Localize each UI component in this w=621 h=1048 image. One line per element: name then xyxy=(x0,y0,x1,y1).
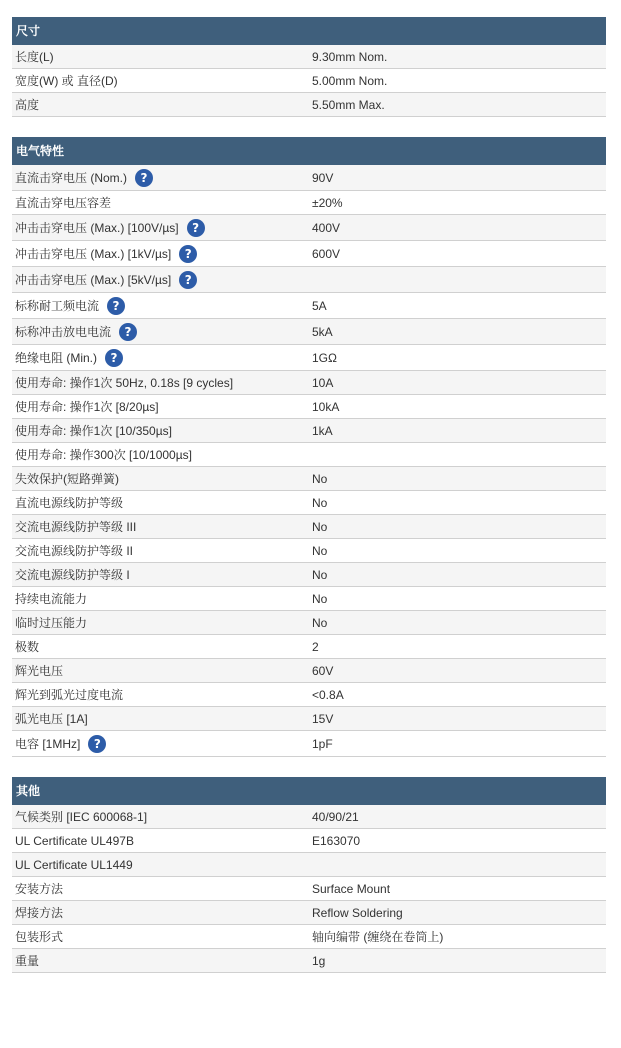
spec-label-cell xyxy=(12,638,312,655)
spec-value: 600V xyxy=(312,246,341,261)
spec-label: 弧光电压 [1A] xyxy=(15,712,88,726)
spec-value: 1pF xyxy=(312,736,333,751)
spec-label: 焊接方法 xyxy=(15,906,64,920)
spec-row xyxy=(12,215,606,241)
spec-label-cell xyxy=(12,735,312,753)
spec-label-cell xyxy=(12,518,312,535)
spec-label: 临时过压能力 xyxy=(15,616,88,630)
spec-label-cell xyxy=(12,662,312,679)
spec-row xyxy=(12,467,606,491)
spec-label-cell xyxy=(12,374,312,391)
section-title: 其他 xyxy=(12,777,606,805)
spec-label: 辉光到弧光过度电流 xyxy=(15,688,124,702)
spec-value: No xyxy=(312,495,328,510)
spec-label-cell xyxy=(12,96,312,113)
spec-table xyxy=(12,45,606,117)
spec-value: No xyxy=(312,567,328,582)
spec-label: 冲击击穿电压 (Max.) [5kV/µs] xyxy=(15,273,172,287)
spec-row xyxy=(12,659,606,683)
spec-value: 轴向编带 (缠绕在卷筒上) xyxy=(312,930,444,944)
spec-label: 直流击穿电压 (Nom.) xyxy=(15,171,127,185)
spec-value: 60V xyxy=(312,663,334,678)
section-dimensions xyxy=(12,17,606,117)
spec-label: 高度 xyxy=(15,98,40,112)
spec-table xyxy=(12,805,606,973)
spec-value: 5.00mm Nom. xyxy=(312,73,388,88)
spec-label: 使用寿命: 操作1次 [8/20µs] xyxy=(15,400,159,414)
spec-label-cell xyxy=(12,271,312,289)
spec-label-cell xyxy=(12,542,312,559)
spec-row xyxy=(12,805,606,829)
spec-row xyxy=(12,539,606,563)
spec-value: 10kA xyxy=(312,399,340,414)
spec-row xyxy=(12,293,606,319)
spec-row xyxy=(12,949,606,973)
help-question-icon[interactable]: ? xyxy=(135,169,153,187)
spec-label-cell xyxy=(12,323,312,341)
spec-row xyxy=(12,829,606,853)
spec-row xyxy=(12,491,606,515)
spec-label: 使用寿命: 操作300次 [10/1000µs] xyxy=(15,448,192,462)
spec-row xyxy=(12,191,606,215)
spec-row xyxy=(12,635,606,659)
spec-label-cell xyxy=(12,566,312,583)
spec-label: 绝缘电阻 (Min.) xyxy=(15,351,97,365)
spec-value: 400V xyxy=(312,220,341,235)
spec-label-cell xyxy=(12,446,312,463)
section-title: 电气特性 xyxy=(12,137,606,165)
spec-label: 宽度(W) 或 直径(D) xyxy=(15,74,118,88)
spec-label: 冲击击穿电压 (Max.) [100V/µs] xyxy=(15,221,179,235)
spec-row xyxy=(12,611,606,635)
spec-label-cell xyxy=(12,710,312,727)
spec-label-cell xyxy=(12,194,312,211)
spec-row xyxy=(12,901,606,925)
spec-value: 5A xyxy=(312,298,327,313)
spec-value: 90V xyxy=(312,170,334,185)
spec-label: 交流电源线防护等级 I xyxy=(15,568,130,582)
spec-value: 40/90/21 xyxy=(312,809,359,824)
spec-label: 包装形式 xyxy=(15,930,64,944)
spec-label: 直流电源线防护等级 xyxy=(15,496,124,510)
spec-table xyxy=(12,165,606,757)
spec-label: 电容 [1MHz] xyxy=(15,737,81,751)
spec-label: 标称冲击放电电流 xyxy=(15,325,112,339)
spec-value: 5kA xyxy=(312,324,333,339)
spec-label: 长度(L) xyxy=(15,50,54,64)
spec-label: 冲击击穿电压 (Max.) [1kV/µs] xyxy=(15,247,172,261)
spec-label-cell xyxy=(12,834,312,848)
spec-value: 5.50mm Max. xyxy=(312,97,385,112)
spec-row xyxy=(12,419,606,443)
spec-label: 气候类别 [IEC 600068-1] xyxy=(15,810,148,824)
section-title: 尺寸 xyxy=(12,17,606,45)
spec-row xyxy=(12,371,606,395)
spec-value: 1kA xyxy=(312,423,333,438)
spec-label: 重量 xyxy=(15,954,40,968)
spec-label: 使用寿命: 操作1次 50Hz, 0.18s [9 cycles] xyxy=(15,376,234,390)
spec-label-cell xyxy=(12,297,312,315)
spec-label-cell xyxy=(12,245,312,263)
spec-label: 持续电流能力 xyxy=(15,592,88,606)
spec-label-cell xyxy=(12,494,312,511)
spec-label-cell xyxy=(12,904,312,921)
spec-row xyxy=(12,683,606,707)
spec-row xyxy=(12,345,606,371)
spec-row xyxy=(12,93,606,117)
spec-label: 安装方法 xyxy=(15,882,64,896)
spec-label: UL Certificate UL497B xyxy=(15,833,134,848)
spec-row xyxy=(12,731,606,757)
spec-label-cell xyxy=(12,48,312,65)
spec-value: 9.30mm Nom. xyxy=(312,49,388,64)
spec-label-cell xyxy=(12,686,312,703)
spec-row xyxy=(12,853,606,877)
help-question-icon[interactable]: ? xyxy=(179,245,197,263)
spec-row xyxy=(12,515,606,539)
spec-row xyxy=(12,443,606,467)
spec-row xyxy=(12,395,606,419)
spec-value: No xyxy=(312,471,328,486)
spec-row xyxy=(12,587,606,611)
spec-value: 1g xyxy=(312,953,326,968)
spec-label-cell xyxy=(12,72,312,89)
spec-value: 15V xyxy=(312,711,334,726)
help-question-icon[interactable]: ? xyxy=(119,323,137,341)
spec-value: No xyxy=(312,519,328,534)
spec-row xyxy=(12,45,606,69)
spec-label: 交流电源线防护等级 II xyxy=(15,544,134,558)
spec-row xyxy=(12,319,606,345)
spec-label: 使用寿命: 操作1次 [10/350µs] xyxy=(15,424,172,438)
spec-value: 1GΩ xyxy=(312,350,337,365)
spec-value: <0.8A xyxy=(312,687,344,702)
spec-row xyxy=(12,925,606,949)
spec-label: 极数 xyxy=(15,640,40,654)
help-question-icon[interactable]: ? xyxy=(107,297,125,315)
spec-label: 直流击穿电压容差 xyxy=(15,196,112,210)
spec-value: Reflow Soldering xyxy=(312,905,403,920)
spec-label: 标称耐工频电流 xyxy=(15,299,100,313)
spec-label-cell xyxy=(12,398,312,415)
help-question-icon[interactable]: ? xyxy=(187,219,205,237)
spec-value: No xyxy=(312,543,328,558)
spec-label: UL Certificate UL1449 xyxy=(15,857,133,872)
spec-label-cell xyxy=(12,880,312,897)
spec-row xyxy=(12,165,606,191)
spec-label-cell xyxy=(12,928,312,945)
spec-label-cell xyxy=(12,470,312,487)
spec-label-cell xyxy=(12,590,312,607)
spec-value: No xyxy=(312,591,328,606)
spec-label: 交流电源线防护等级 III xyxy=(15,520,137,534)
spec-value: 10A xyxy=(312,375,334,390)
help-question-icon[interactable]: ? xyxy=(179,271,197,289)
spec-label-cell xyxy=(12,614,312,631)
spec-label-cell xyxy=(12,952,312,969)
help-question-icon[interactable]: ? xyxy=(105,349,123,367)
spec-label: 辉光电压 xyxy=(15,664,64,678)
spec-value: Surface Mount xyxy=(312,881,391,896)
spec-row xyxy=(12,69,606,93)
spec-value: ±20% xyxy=(312,195,343,210)
spec-value: E163070 xyxy=(312,833,361,848)
spec-label-cell xyxy=(12,858,312,872)
section-other xyxy=(12,777,606,973)
help-question-icon[interactable]: ? xyxy=(88,735,106,753)
spec-label: 失效保护(短路弹簧) xyxy=(15,472,119,486)
spec-value: 2 xyxy=(312,639,319,654)
spec-label-cell xyxy=(12,219,312,237)
spec-label-cell xyxy=(12,422,312,439)
spec-row xyxy=(12,241,606,267)
spec-row xyxy=(12,267,606,293)
spec-label-cell xyxy=(12,169,312,187)
spec-value: No xyxy=(312,615,328,630)
spec-label-cell xyxy=(12,349,312,367)
spec-row xyxy=(12,707,606,731)
spec-row xyxy=(12,877,606,901)
spec-row xyxy=(12,563,606,587)
spec-label-cell xyxy=(12,808,312,825)
section-electrical xyxy=(12,137,606,757)
